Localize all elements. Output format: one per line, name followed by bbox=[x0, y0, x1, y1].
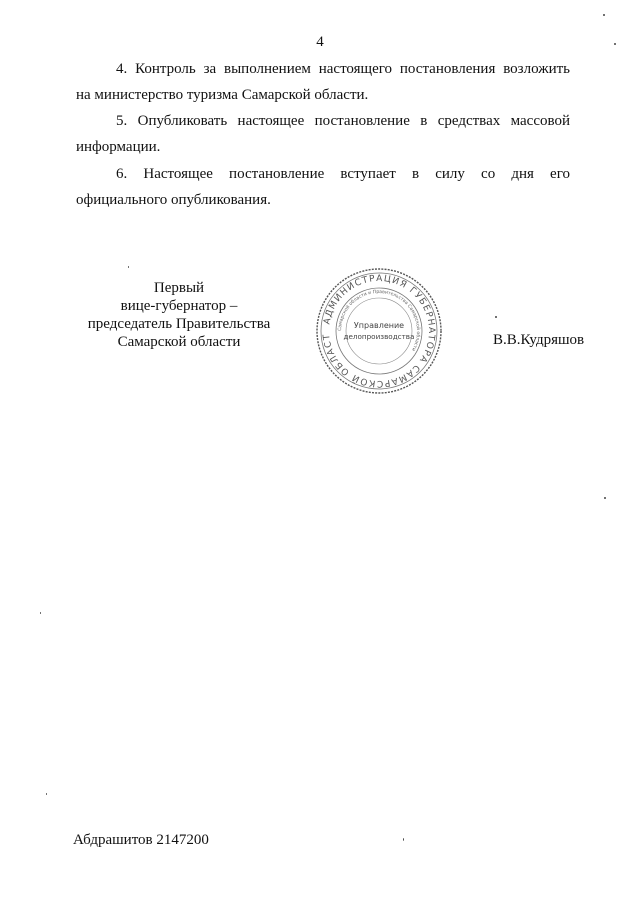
signer-title-line: Самарской области bbox=[117, 334, 241, 350]
paragraph-item-5 bbox=[76, 108, 570, 160]
seal-outer-text: АДМИНИСТРАЦИЯ ГУБЕРНАТОРА САМАРСКОЙ ОБЛАСТ bbox=[321, 273, 437, 389]
scan-speck bbox=[495, 316, 497, 318]
paragraph-first-line: 4. Контроль за выполнением настоящего постановления возложить bbox=[116, 61, 570, 77]
signer-title-line: Первый bbox=[153, 280, 205, 296]
scan-speck bbox=[403, 838, 404, 841]
signer-title-line: вице-губернатор – bbox=[120, 298, 238, 314]
official-seal bbox=[314, 266, 444, 396]
signer-name: В.В.Кудряшов bbox=[493, 332, 585, 348]
scan-speck bbox=[46, 793, 47, 795]
scan-speck bbox=[604, 497, 606, 499]
scan-speck bbox=[603, 14, 605, 16]
scan-speck bbox=[614, 43, 616, 45]
scan-speck bbox=[128, 266, 129, 268]
page-number: 4 bbox=[316, 34, 324, 50]
seal-center-line-1: Управление bbox=[353, 321, 405, 330]
paragraph-item-6 bbox=[76, 161, 570, 213]
executor-note: Абдрашитов 2147200 bbox=[73, 832, 209, 848]
paragraph-continuation: на министерство туризма Самарской области. bbox=[76, 87, 369, 103]
seal-center-line-2: делопроизводства bbox=[343, 332, 415, 341]
signer-title-line: председатель Правительства bbox=[87, 316, 271, 332]
seal-inner-ring-text: Самарской области и Правительства Самарской области bbox=[337, 289, 421, 352]
paragraph-first-line: 5. Опубликовать настоящее постановление в средствах массовой bbox=[116, 113, 570, 129]
paragraph-first-line: 6. Настоящее постановление вступает в силу со дня его bbox=[116, 166, 570, 182]
signer-title bbox=[64, 279, 294, 351]
scan-speck bbox=[40, 612, 41, 614]
paragraph-continuation: информации. bbox=[76, 139, 161, 155]
paragraph-continuation: официального опубликования. bbox=[76, 192, 271, 208]
paragraph-item-4 bbox=[76, 56, 570, 108]
